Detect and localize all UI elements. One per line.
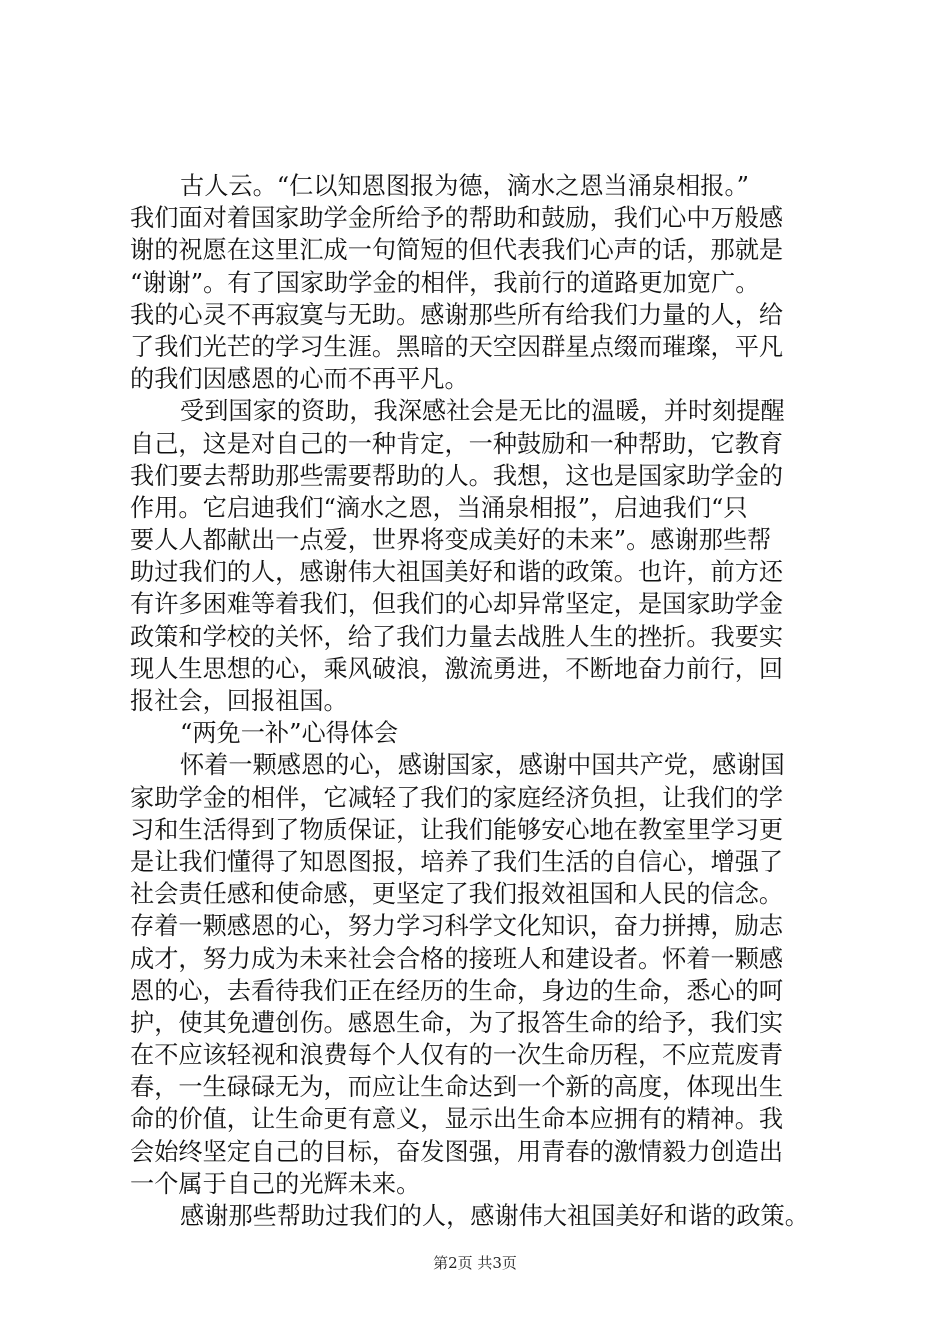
- paragraph-2-line: 现人生思想的心，乘风破浪，激流勇进，不断地奋力前行，回: [130, 654, 784, 683]
- paragraph-1-line: 我的心灵不再寂寞与无助。感谢那些所有给我们力量的人，给: [130, 300, 784, 329]
- paragraph-2-line: 助过我们的人，感谢伟大祖国美好和谐的政策。也许，前方还: [130, 558, 784, 587]
- paragraph-3-line: 在不应该轻视和浪费每个人仅有的一次生命历程，不应荒废青: [130, 1041, 784, 1070]
- page-number-footer: 第2页 共3页: [433, 1254, 517, 1272]
- paragraph-2-line: 我们要去帮助那些需要帮助的人。我想，这也是国家助学金的: [130, 461, 784, 490]
- paragraph-3-line: 恩的心，去看待我们正在经历的生命，身边的生命，悉心的呵: [130, 976, 784, 1005]
- paragraph-3-line: 成才，努力成为未来社会合格的接班人和建设者。怀着一颗感: [130, 944, 784, 973]
- paragraph-2-line: 自己，这是对自己的一种肯定，一种鼓励和一种帮助，它教育: [130, 429, 784, 458]
- paragraph-1-line: 我们面对着国家助学金所给予的帮助和鼓励，我们心中万般感: [130, 204, 784, 233]
- paragraph-1-line: 了我们光芒的学习生涯。黑暗的天空因群星点缀而璀璨，平凡: [130, 332, 784, 361]
- paragraph-3-line: 护，使其免遭创伤。感恩生命，为了报答生命的给予，我们实: [130, 1008, 784, 1037]
- paragraph-1-line: 谢的祝愿在这里汇成一句简短的但代表我们心声的话，那就是: [130, 236, 784, 265]
- paragraph-3-line: 一个属于自己的光辉未来。: [130, 1169, 421, 1198]
- paragraph-3-line: 命的价值，让生命更有意义，显示出生命本应拥有的精神。我: [130, 1105, 784, 1134]
- paragraph-3-line: 社会责任感和使命感，更坚定了我们报效祖国和人民的信念。: [130, 880, 784, 909]
- paragraph-3-line: 习和生活得到了物质保证，让我们能够安心地在教室里学习更: [130, 815, 784, 844]
- paragraph-2-line: 有许多困难等着我们，但我们的心却异常坚定，是国家助学金: [130, 590, 784, 619]
- paragraph-2-line: 要人人都献出一点爱，世界将变成美好的未来”。感谢那些帮: [130, 526, 772, 555]
- paragraph-2-line: 受到国家的资助，我深感社会是无比的温暖，并时刻提醒: [180, 397, 785, 426]
- paragraph-3-line: 是让我们懂得了知恩图报，培养了我们生活的自信心，增强了: [130, 847, 784, 876]
- paragraph-3-line: 存着一颗感恩的心，努力学习科学文化知识，奋力拼搏，励志: [130, 912, 784, 941]
- paragraph-4-line: 感谢那些帮助过我们的人，感谢伟大祖国美好和谐的政策。: [180, 1202, 809, 1230]
- paragraph-3-line: 家助学金的相伴，它减轻了我们的家庭经济负担，让我们的学: [130, 783, 784, 812]
- paragraph-1-line: 古人云。“仁以知恩图报为德，滴水之恩当涌泉相报。”: [180, 172, 749, 200]
- paragraph-1-line: “谢谢”。有了国家助学金的相伴，我前行的道路更加宽广。: [130, 268, 760, 297]
- section-heading: “两免一补”心得体会: [180, 719, 399, 748]
- paragraph-2-line: 报社会，回报祖国。: [130, 687, 348, 715]
- paragraph-2-line: 作用。它启迪我们“滴水之恩，当涌泉相报”，启迪我们“只: [130, 493, 748, 522]
- paragraph-3-line: 会始终坚定自己的目标，奋发图强，用青春的激情毅力创造出: [130, 1137, 784, 1166]
- paragraph-1-line: 的我们因感恩的心而不再平凡。: [130, 365, 469, 394]
- paragraph-2-line: 政策和学校的关怀，给了我们力量去战胜人生的挫折。我要实: [130, 622, 784, 651]
- paragraph-3-line: 春，一生碌碌无为，而应让生命达到一个新的高度，体现出生: [130, 1073, 784, 1102]
- document-body: [130, 170, 842, 1232]
- paragraph-3-line: 怀着一颗感恩的心，感谢国家，感谢中国共产党，感谢国: [180, 751, 785, 780]
